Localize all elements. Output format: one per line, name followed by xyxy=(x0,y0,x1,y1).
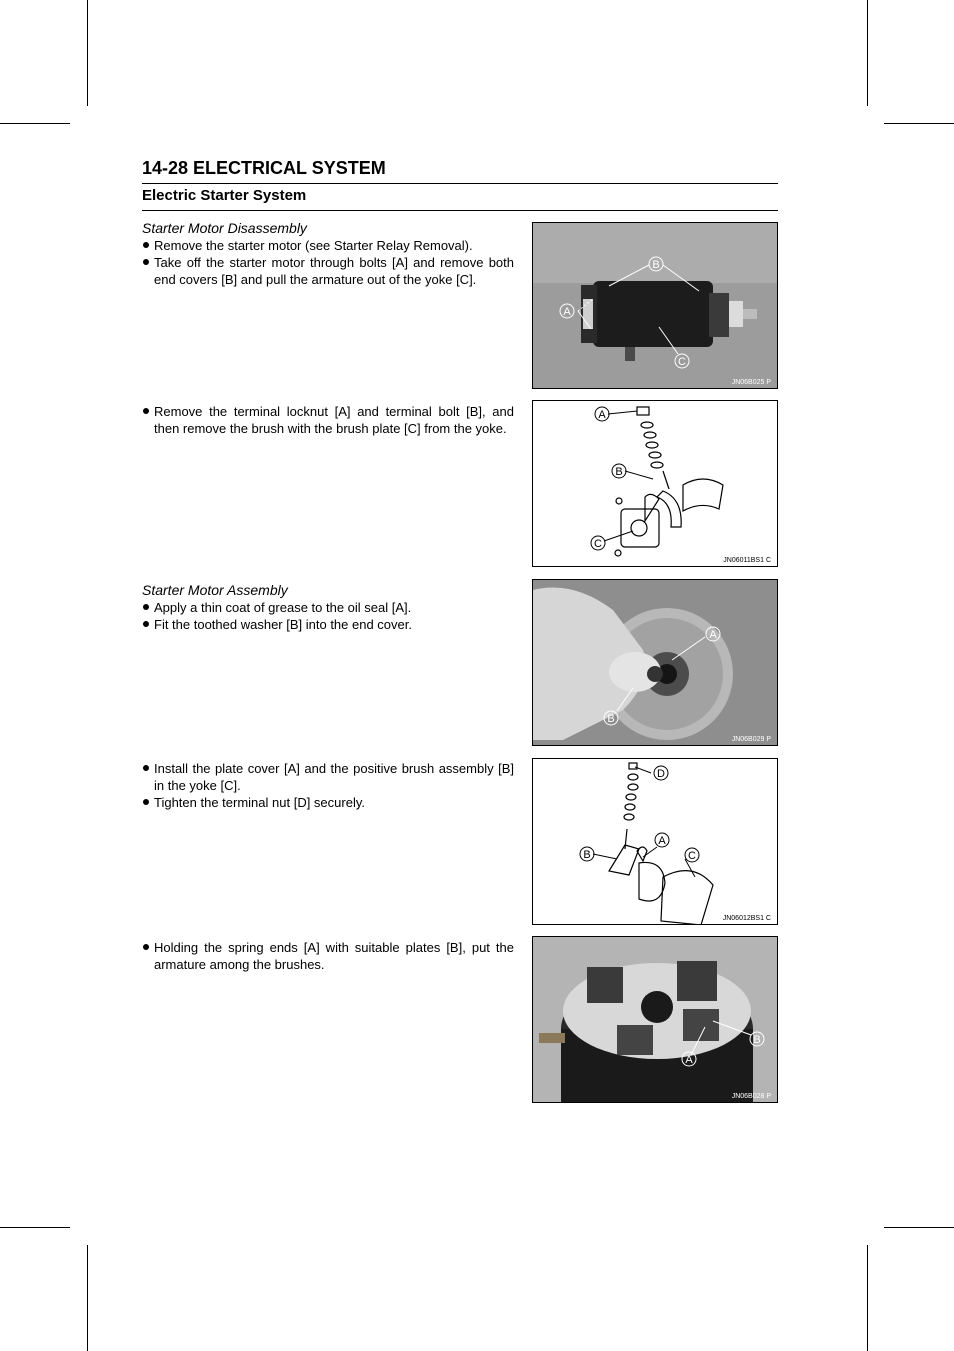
list-item: Fit the toothed washer [B] into the end cover. xyxy=(142,616,514,633)
figure-end-cover-photo xyxy=(532,579,778,746)
figure-starter-motor-photo xyxy=(532,222,778,389)
callout-label: A xyxy=(685,1054,693,1066)
callout-label: A xyxy=(563,306,571,318)
crop-mark xyxy=(867,1245,868,1351)
callout-label: B xyxy=(583,849,591,861)
callout-label: B xyxy=(615,466,623,478)
figure-armature-brushes-photo xyxy=(532,936,778,1103)
list-item: Remove the terminal locknut [A] and terminal bolt [B], and then remove the brush with the brush plate [C] from the yoke. xyxy=(142,403,514,437)
list-item: Remove the starter motor (see Starter Relay Removal). xyxy=(142,237,514,254)
callout-label: C xyxy=(594,538,602,550)
crop-mark xyxy=(87,0,88,106)
crop-mark xyxy=(0,123,70,124)
callout-label: D xyxy=(657,768,665,780)
crop-mark xyxy=(0,1227,70,1228)
list-item: Take off the starter motor through bolts [A] and remove both end covers [B] and pull the armature out of the yoke [C]. xyxy=(142,254,514,288)
section-title: Electric Starter System xyxy=(142,187,307,204)
disassembly-heading: Starter Motor Disassembly xyxy=(142,220,307,236)
figure-code: JN06B029 P xyxy=(731,736,771,743)
figure-code: JN06012BS1 C xyxy=(722,915,771,922)
callout-label: C xyxy=(688,850,696,862)
list-item: Apply a thin coat of grease to the oil seal [A]. xyxy=(142,599,514,616)
list-item: Install the plate cover [A] and the positive brush assembly [B] in the yoke [C]. xyxy=(142,760,514,794)
assembly-step1-list xyxy=(142,599,514,633)
section-rule xyxy=(142,210,778,211)
crop-mark xyxy=(884,1227,954,1228)
list-item: Holding the spring ends [A] with suitable plates [B], put the armature among the brushes. xyxy=(142,939,514,973)
figure-code: JN06011BS1 C xyxy=(723,557,771,564)
callout-label: B xyxy=(607,713,615,725)
crop-mark xyxy=(884,123,954,124)
figure-code: JN06B025 P xyxy=(731,379,771,386)
figure-plate-cover-diagram xyxy=(532,758,778,925)
figure-brush-plate-diagram xyxy=(532,400,778,567)
callout-label: A xyxy=(598,409,606,421)
header-rule xyxy=(142,183,778,184)
assembly-step3-list xyxy=(142,939,514,973)
assembly-heading: Starter Motor Assembly xyxy=(142,582,288,598)
callout-label: B xyxy=(652,259,660,271)
page-title: 14-28 ELECTRICAL SYSTEM xyxy=(142,158,386,178)
disassembly-step1-list xyxy=(142,237,514,288)
callout-label: C xyxy=(678,356,686,368)
crop-mark xyxy=(867,0,868,106)
figure-code: JN06B028 P xyxy=(731,1093,771,1100)
callout-label: A xyxy=(709,629,717,641)
crop-mark xyxy=(87,1245,88,1351)
assembly-step2-list xyxy=(142,760,514,811)
disassembly-step2-list xyxy=(142,403,514,437)
callout-label: B xyxy=(753,1034,761,1046)
list-item: Tighten the terminal nut [D] securely. xyxy=(142,794,514,811)
callout-label: A xyxy=(658,835,666,847)
